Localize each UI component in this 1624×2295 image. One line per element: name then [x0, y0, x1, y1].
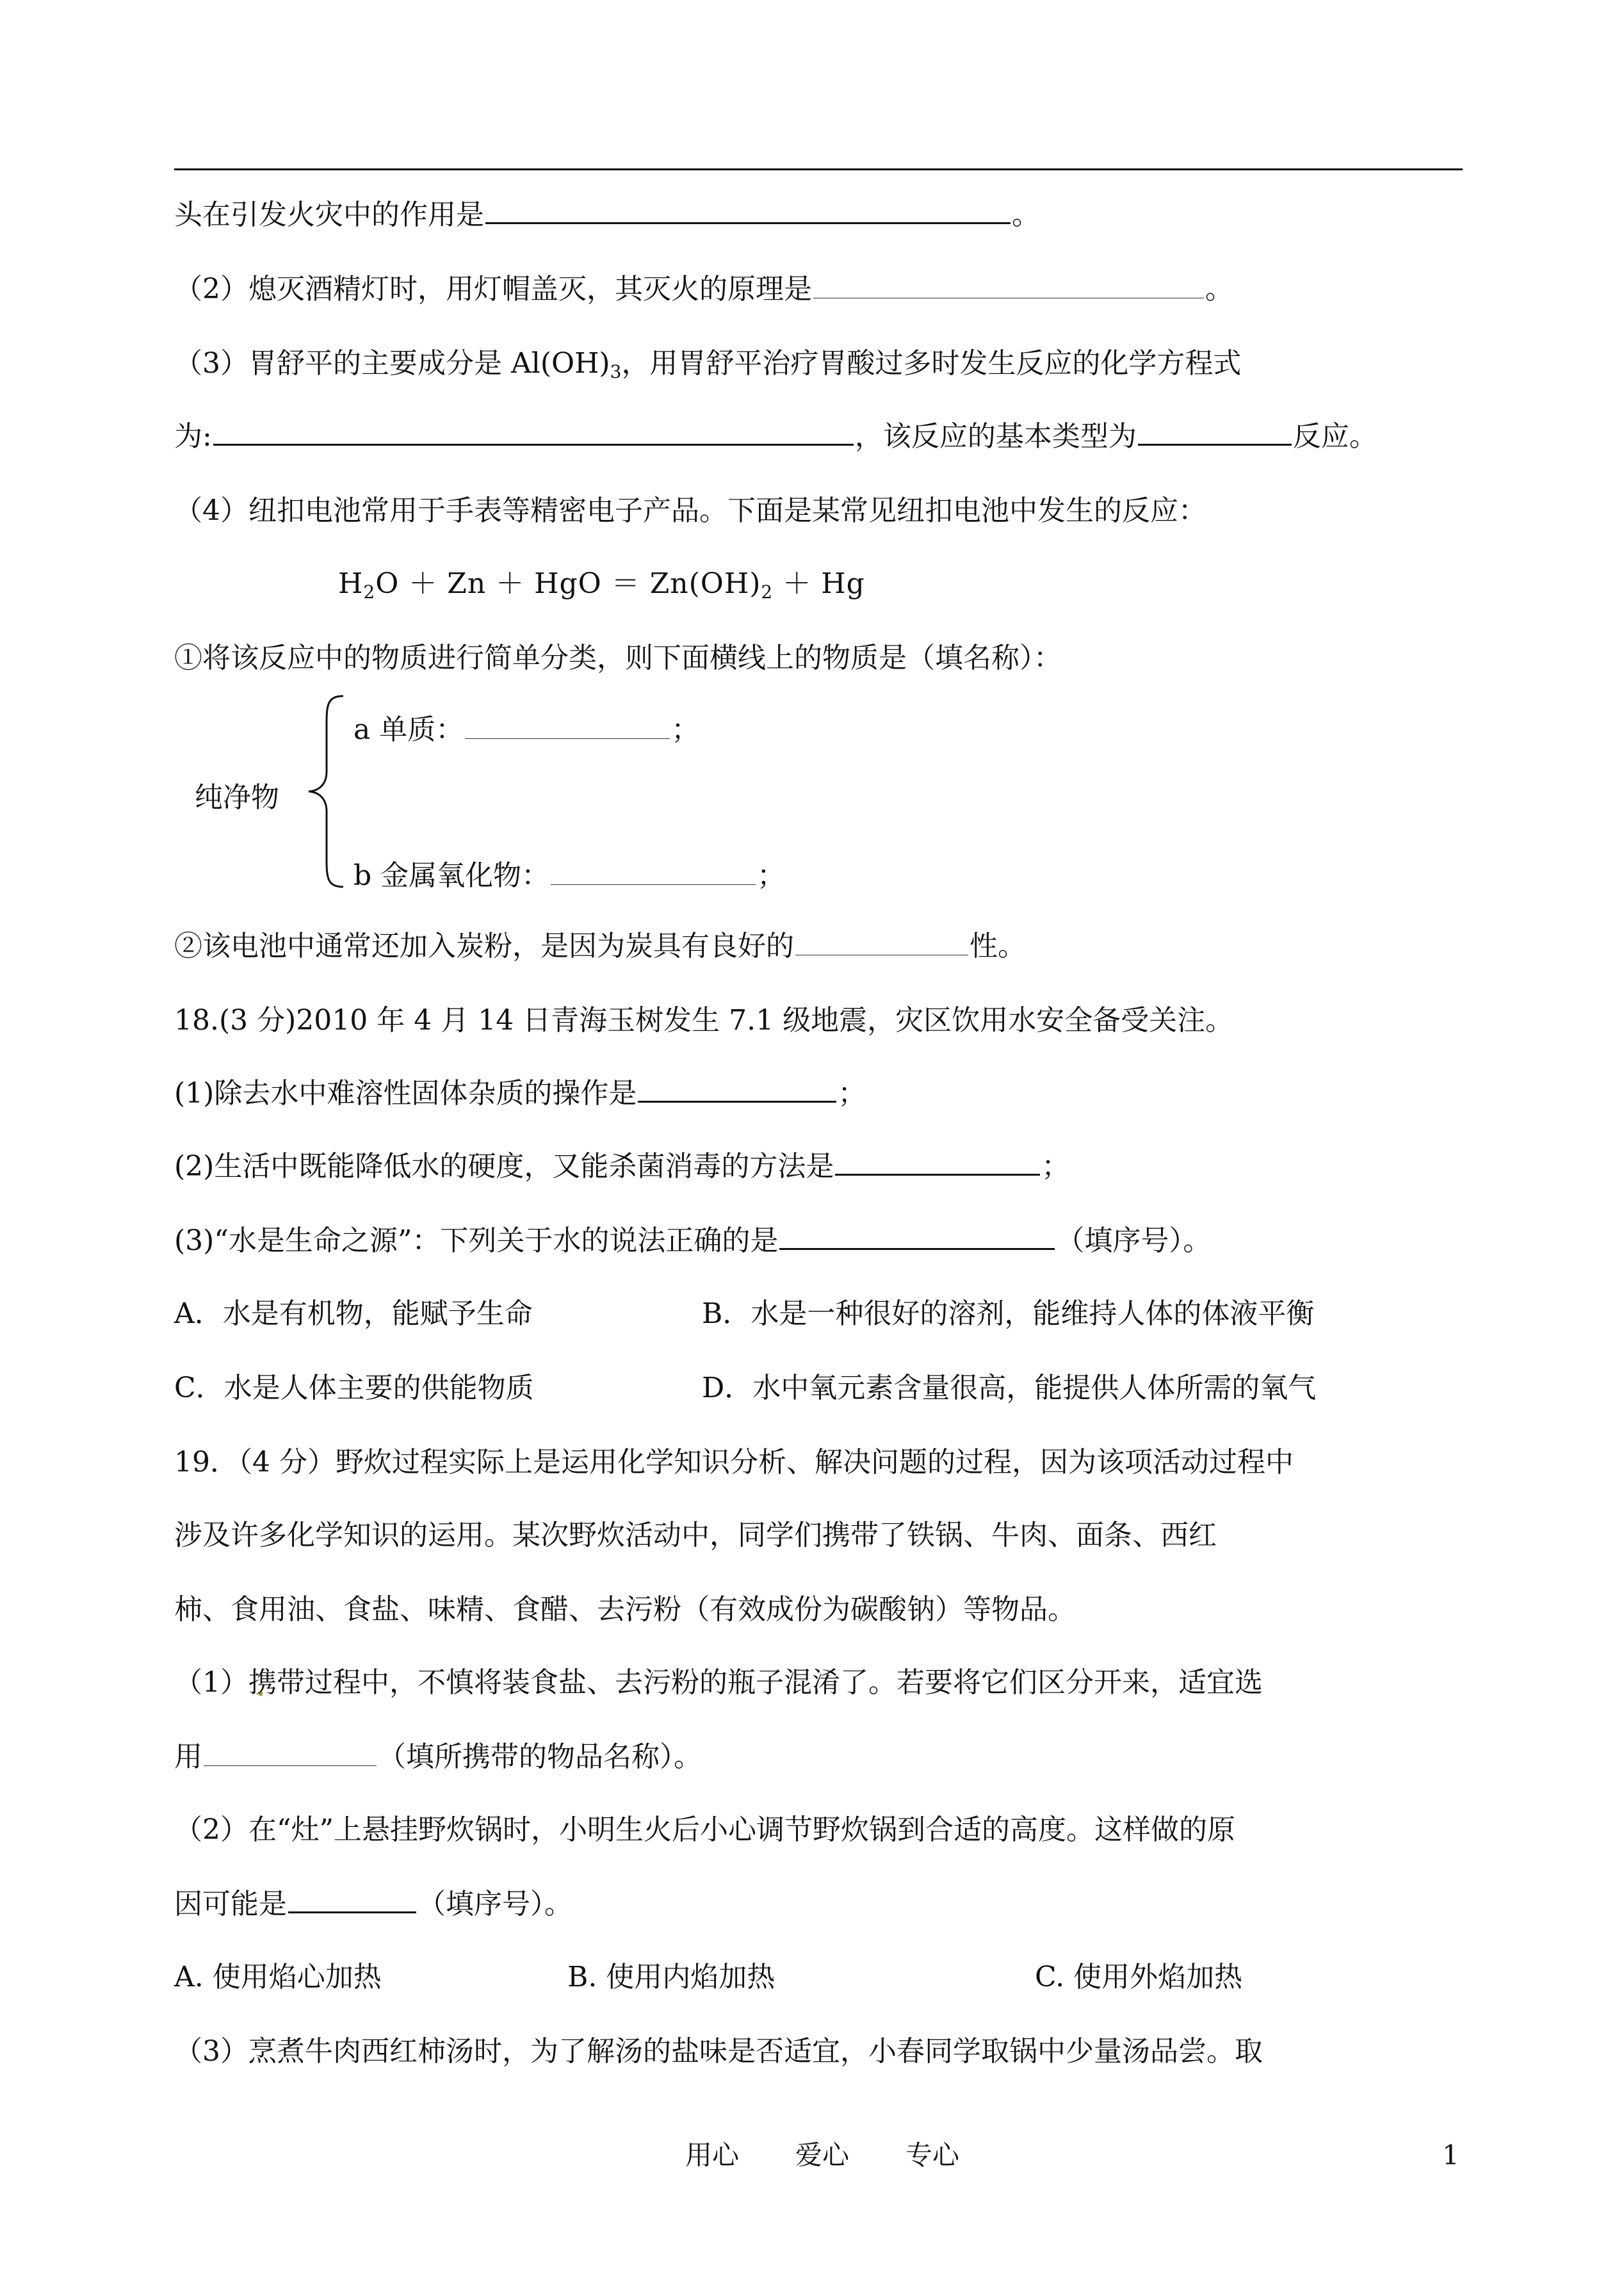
text: 为: — [174, 420, 212, 453]
option-row — [702, 1296, 1314, 1332]
answer-blank[interactable] — [551, 884, 756, 885]
option-row — [702, 1370, 1316, 1406]
answer-blank[interactable] — [204, 1765, 377, 1766]
text: O ＋ Zn ＋ HgO ＝ Zn(OH) — [375, 567, 761, 600]
text: ②该电池中通常还加入炭粉，是因为炭具有良好的 — [174, 930, 794, 962]
answer-blank[interactable] — [795, 954, 968, 955]
option-row — [174, 1959, 382, 1995]
text-line — [174, 1739, 702, 1775]
text-line — [174, 1812, 1235, 1848]
text-line — [174, 346, 1241, 390]
text-line — [174, 2034, 1263, 2070]
footer-motto-2: 爱心 — [795, 2139, 850, 2171]
text: ①将该反应中的物质进行简单分类，则下面横线上的物质是（填名称）： — [174, 642, 1062, 674]
text: ，用胃舒平治疗胃酸过多时发生反应的化学方程式 — [621, 347, 1242, 380]
text: （3）胃舒平的主要成分是 Al(OH) — [174, 347, 610, 380]
text: a 单质： — [353, 713, 464, 746]
text-line — [174, 272, 1233, 307]
option-b: B. 使用内焰加热 — [567, 1961, 775, 1993]
classification-a — [353, 712, 699, 748]
option-d: D．水中氧元素含量很高，能提供人体所需的氧气 — [702, 1372, 1317, 1404]
option-b: B．水是一种很好的溶剂，能维持人体的体液平衡 — [702, 1297, 1315, 1330]
text: b 金属氧化物： — [353, 859, 550, 892]
text: （2）熄灭酒精灯时，用灯帽盖灭，其灭火的原理是 — [174, 273, 812, 305]
text: 用 — [174, 1740, 202, 1773]
answer-blank[interactable] — [213, 443, 854, 446]
text: ； — [757, 859, 786, 892]
answer-blank[interactable] — [288, 1911, 416, 1913]
text-line — [174, 1076, 866, 1112]
text: 头在引发火灾中的作用是 — [174, 199, 484, 231]
answer-blank[interactable] — [638, 1100, 836, 1103]
text-line — [174, 929, 1026, 964]
text-line — [174, 197, 1040, 233]
text: （填序号）。 — [418, 1888, 572, 1920]
option-row — [174, 1296, 533, 1332]
text: 。 — [1205, 273, 1233, 305]
question-18-heading — [174, 1003, 1233, 1039]
subscript: 3 — [610, 361, 622, 382]
page-number: 1 — [1442, 2139, 1459, 2171]
footer-motto-3: 专心 — [905, 2139, 960, 2171]
text: (1)除去水中难溶性固体杂质的操作是 — [174, 1077, 637, 1110]
curly-brace — [306, 695, 345, 888]
answer-blank[interactable] — [465, 738, 670, 739]
text: 反应。 — [1292, 420, 1377, 453]
subscript: 2 — [363, 581, 376, 603]
answer-blank[interactable] — [1138, 443, 1292, 446]
text: ； — [838, 1077, 866, 1110]
option-c: C. 使用外焰加热 — [1035, 1961, 1243, 1993]
text: 18.(3 分)2010 年 4 月 14 日青海玉树发生 7.1 级地震，灾区饮用水安全备受关注。 — [174, 1004, 1234, 1037]
option-c: C．水是人体主要的供能物质 — [174, 1372, 534, 1404]
option-row — [567, 1959, 775, 1995]
text: ； — [671, 713, 700, 746]
text: ＋ Hg — [773, 567, 865, 600]
chemical-equation — [338, 566, 865, 610]
text: (2)生活中既能降低水的硬度，又能杀菌消毒的方法是 — [174, 1150, 834, 1183]
text-line — [174, 1149, 1069, 1185]
answer-blank[interactable] — [779, 1247, 1055, 1250]
text-line — [174, 1592, 1076, 1628]
text-line — [174, 640, 1062, 676]
answer-blank[interactable] — [813, 297, 1204, 298]
text: 涉及许多化学知识的运用。某次野炊活动中，同学们携带了铁锅、牛肉、面条、西红 — [174, 1519, 1217, 1552]
text: (3)“水是生命之源”：下列关于水的说法正确的是 — [174, 1224, 779, 1257]
option-a: A．水是有机物，能赋予生命 — [174, 1297, 533, 1330]
text: 柿、食用油、食盐、味精、食醋、去污粉（有效成份为碳酸钠）等物品。 — [174, 1593, 1076, 1626]
text-line — [174, 1518, 1217, 1553]
classification-label: 纯净物 — [195, 781, 279, 814]
text: （填序号）。 — [1056, 1224, 1212, 1257]
text: ； — [1041, 1150, 1070, 1183]
text-line — [174, 1665, 1263, 1701]
option-a: A. 使用焰心加热 — [174, 1961, 382, 1993]
text: 因可能是 — [174, 1888, 287, 1920]
text-line — [174, 1886, 572, 1922]
question-19-heading — [174, 1445, 1294, 1480]
answer-blank[interactable] — [835, 1173, 1040, 1176]
text: 性。 — [970, 930, 1026, 962]
text: 。 — [1012, 199, 1040, 231]
text: ，该反应的基本类型为 — [854, 420, 1137, 453]
header-rule — [174, 168, 1463, 170]
text: H — [338, 567, 364, 600]
text: （填所携带的物品名称）。 — [378, 1740, 702, 1773]
text-line — [174, 419, 1377, 455]
text-line — [174, 493, 1206, 529]
option-row — [1035, 1959, 1242, 1995]
text: （3）烹煮牛肉西红柿汤时，为了解汤的盐味是否适宜，小春同学取锅中少量汤品尝。取 — [174, 2035, 1263, 2068]
option-row — [174, 1370, 534, 1406]
text: （2）在“灶”上悬挂野炊锅时，小明生火后小心调节野炊锅到合适的高度。这样做的原 — [174, 1813, 1235, 1846]
answer-blank[interactable] — [485, 222, 1011, 224]
text: 19．（4 分）野炊过程实际上是运用化学知识分析、解决问题的过程，因为该项活动过程中 — [174, 1446, 1294, 1479]
subscript: 2 — [761, 581, 774, 603]
text: （4）纽扣电池常用于手表等精密电子产品。下面是某常见纽扣电池中发生的反应： — [174, 494, 1206, 527]
footer-motto-1: 用心 — [685, 2139, 740, 2171]
classification-b — [353, 858, 785, 894]
text: （1）携带过程中，不慎将装食盐、去污粉的瓶子混淆了。若要将它们区分开来，适宜选 — [174, 1666, 1263, 1699]
text-line — [174, 1223, 1211, 1259]
